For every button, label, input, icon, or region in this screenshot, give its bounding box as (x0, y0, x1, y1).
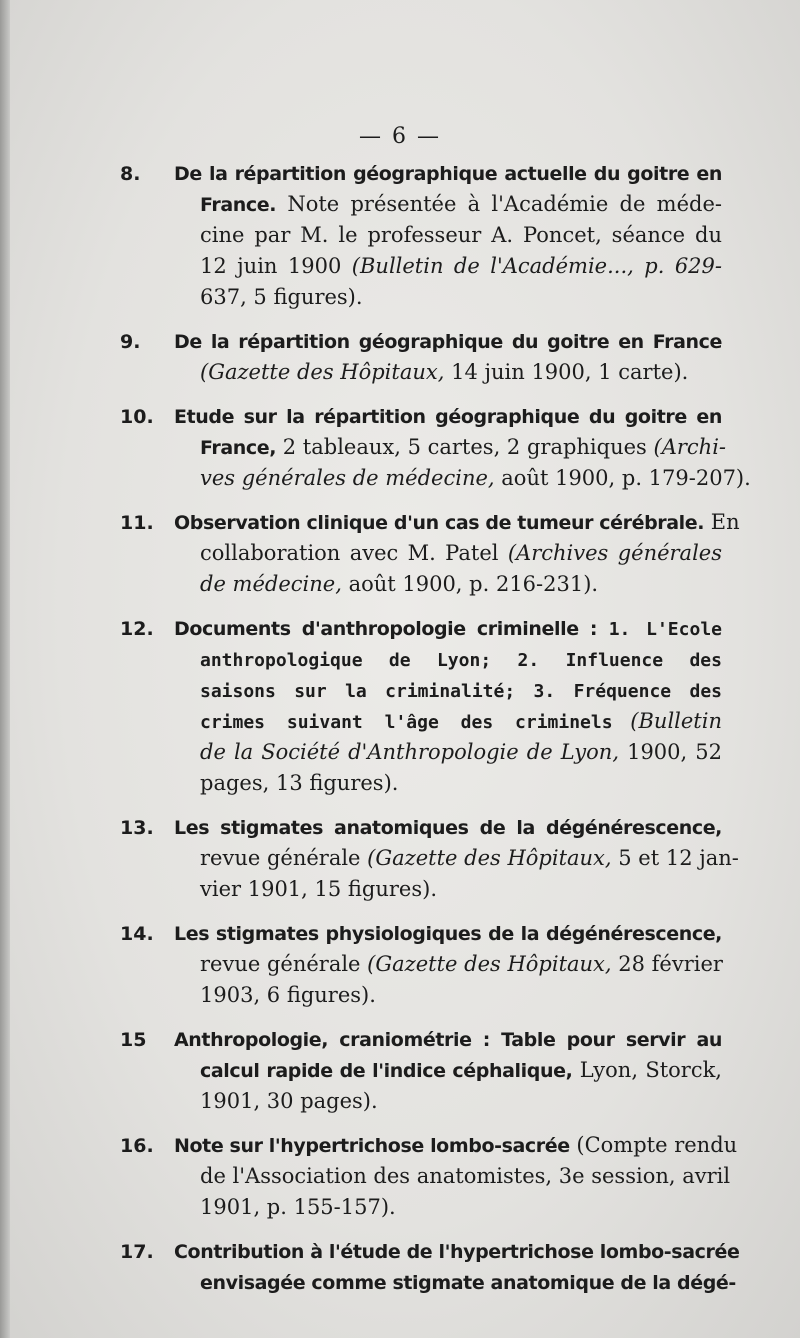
entry-12-line-5 (120, 737, 722, 768)
entry-text: août 1900, p. 179-207). (501, 466, 751, 490)
entry-citation: (Gazette des Hôpitaux, (200, 360, 445, 384)
entry-gap (120, 799, 722, 812)
entry-17-line-2 (120, 1267, 736, 1298)
entry-gap (120, 313, 722, 326)
entry-text: revue générale (200, 952, 361, 976)
entry-10-line-1 (120, 401, 722, 432)
entry-citation: (Archi- (653, 435, 727, 459)
entry-text: vier 1901, 15 figures). (200, 877, 437, 901)
entry-gap (120, 1117, 722, 1130)
entry-text: 637, 5 figures). (200, 285, 363, 309)
entry-12-line-3 (120, 675, 722, 706)
entry-gap (120, 1011, 722, 1024)
entry-text: 12 juin 1900 (200, 254, 342, 278)
entry-number: 9. (120, 331, 141, 353)
entry-8-line-5 (120, 282, 722, 313)
entry-title: Anthropologie, craniométrie : Table pour servir au (174, 1029, 722, 1051)
entry-text: 1903, 6 figures). (200, 983, 376, 1007)
entry-text: En (710, 510, 740, 534)
entry-title: France, (200, 437, 277, 459)
entry-number: 13. (120, 817, 154, 839)
entry-citation: (Archives générales (507, 541, 722, 565)
entry-11-line-1 (120, 507, 740, 538)
entry-citation: (Gazette des Hôpitaux, (367, 846, 612, 870)
entry-8-line-1 (120, 158, 722, 189)
entry-gap (120, 388, 722, 401)
entry-text: collaboration avec M. Patel (200, 541, 499, 565)
entry-text: 1901, 30 pages). (200, 1089, 378, 1113)
entry-gap (120, 494, 722, 507)
entry-8-line-2 (120, 189, 722, 220)
entry-gap (120, 905, 722, 918)
list-item (120, 158, 722, 313)
publication-list (120, 158, 751, 1298)
entry-gap (120, 1223, 722, 1236)
entry-title: Observation clinique d'un cas de tumeur cérébrale. (174, 512, 705, 534)
entry-text: cine par M. le professeur A. Poncet, séance du (200, 223, 722, 247)
entry-11-line-2 (120, 538, 722, 569)
list-item (120, 812, 739, 905)
entry-citation: de médecine, (200, 572, 342, 596)
entry-number: 12. (120, 618, 154, 640)
entry-text: 5 et 12 jan- (618, 846, 739, 870)
entry-text: 28 février (618, 952, 723, 976)
list-item (120, 507, 740, 600)
entry-subtitle: crimes suivant l'âge des criminels (200, 712, 613, 733)
entry-16-line-3 (120, 1192, 722, 1223)
entry-number: 15 (120, 1029, 147, 1051)
entry-title: Documents d'anthropologie criminelle : (174, 618, 598, 640)
entry-13-line-1 (120, 812, 722, 843)
entry-gap (120, 600, 722, 613)
entry-number: 16. (120, 1135, 154, 1157)
entry-15-line-2 (120, 1055, 722, 1086)
entry-subtitle: anthropologique de Lyon; 2. Influence des (200, 650, 722, 671)
entry-title: Les stigmates physiologiques de la dégénérescence, (174, 923, 722, 945)
entry-text: 1901, p. 155-157). (200, 1195, 396, 1219)
entry-title: De la répartition géographique actuelle du goitre en (174, 163, 722, 185)
entry-14-line-1 (120, 918, 722, 949)
entry-12-line-4 (120, 706, 722, 737)
entry-text: 1900, 52 (627, 740, 722, 764)
entry-13-line-3 (120, 874, 722, 905)
entry-10-line-3 (120, 463, 751, 494)
entry-text: août 1900, p. 216-231). (348, 572, 599, 596)
list-item (120, 1024, 722, 1117)
entry-title: De la répartition géographique du goitre en France (174, 331, 722, 353)
entry-number: 14. (120, 923, 154, 945)
entry-citation: (Bulletin (630, 709, 722, 733)
entry-citation: (Bulletin de l'Académie..., p. 629- (351, 254, 723, 278)
entry-subtitle: saisons sur la criminalité; 3. Fréquence des (200, 681, 722, 702)
entry-number: 8. (120, 163, 141, 185)
entry-text: de l'Association des anatomistes, 3e session, avril (200, 1164, 731, 1188)
entry-9-line-2 (120, 357, 722, 388)
entry-subtitle: 1. L'Ecole (608, 619, 722, 640)
entry-text: 2 tableaux, 5 cartes, 2 graphiques (282, 435, 647, 459)
list-item (120, 401, 751, 494)
entry-15-line-3 (120, 1086, 722, 1117)
entry-13-line-2 (120, 843, 739, 874)
entry-16-line-1 (120, 1130, 738, 1161)
entry-12-line-6 (120, 768, 722, 799)
page-binding-edge (0, 0, 10, 1338)
list-item (120, 1130, 738, 1223)
list-item (120, 1236, 740, 1298)
list-item (120, 326, 722, 388)
page-number: — 6 — (359, 124, 441, 149)
entry-17-line-1 (120, 1236, 740, 1267)
entry-text: Note présentée à l'Académie de méde- (287, 192, 722, 216)
entry-15-line-1 (120, 1024, 722, 1055)
entry-10-line-2 (120, 432, 727, 463)
entry-12-line-2 (120, 644, 722, 675)
entry-number: 11. (120, 512, 154, 534)
entry-12-line-1 (120, 613, 722, 644)
entry-title: Contribution à l'étude de l'hypertrichose lombo-sacrée (174, 1241, 740, 1263)
entry-text: revue générale (200, 846, 361, 870)
entry-text: Lyon, Storck, (579, 1058, 722, 1082)
entry-14-line-3 (120, 980, 722, 1011)
entry-title: envisagée comme stigmate anatomique de la dégé- (200, 1272, 736, 1294)
entry-citation: ves générales de médecine, (200, 466, 495, 490)
entry-16-line-2 (120, 1161, 731, 1192)
entry-title: France. (200, 194, 277, 216)
entry-title: calcul rapide de l'indice céphalique, (200, 1060, 573, 1082)
entry-citation: (Gazette des Hôpitaux, (367, 952, 612, 976)
entry-text: 14 juin 1900, 1 carte). (451, 360, 689, 384)
entry-title: Les stigmates anatomiques de la dégénérescence, (174, 817, 722, 839)
entry-number: 10. (120, 406, 154, 428)
list-item (120, 613, 722, 799)
entry-text: (Compte rendu (576, 1133, 738, 1157)
entry-number: 17. (120, 1241, 154, 1263)
entry-title: Note sur l'hypertrichose lombo-sacrée (174, 1135, 570, 1157)
entry-title: Etude sur la répartition géographique du goitre en (174, 406, 722, 428)
entry-8-line-4 (120, 251, 722, 282)
entry-citation: de la Société d'Anthropologie de Lyon, (200, 740, 619, 764)
list-item (120, 918, 722, 1011)
entry-14-line-2 (120, 949, 722, 980)
entry-text: pages, 13 figures). (200, 771, 399, 795)
entry-9-line-1 (120, 326, 722, 357)
entry-11-line-3 (120, 569, 722, 600)
entry-8-line-3 (120, 220, 722, 251)
